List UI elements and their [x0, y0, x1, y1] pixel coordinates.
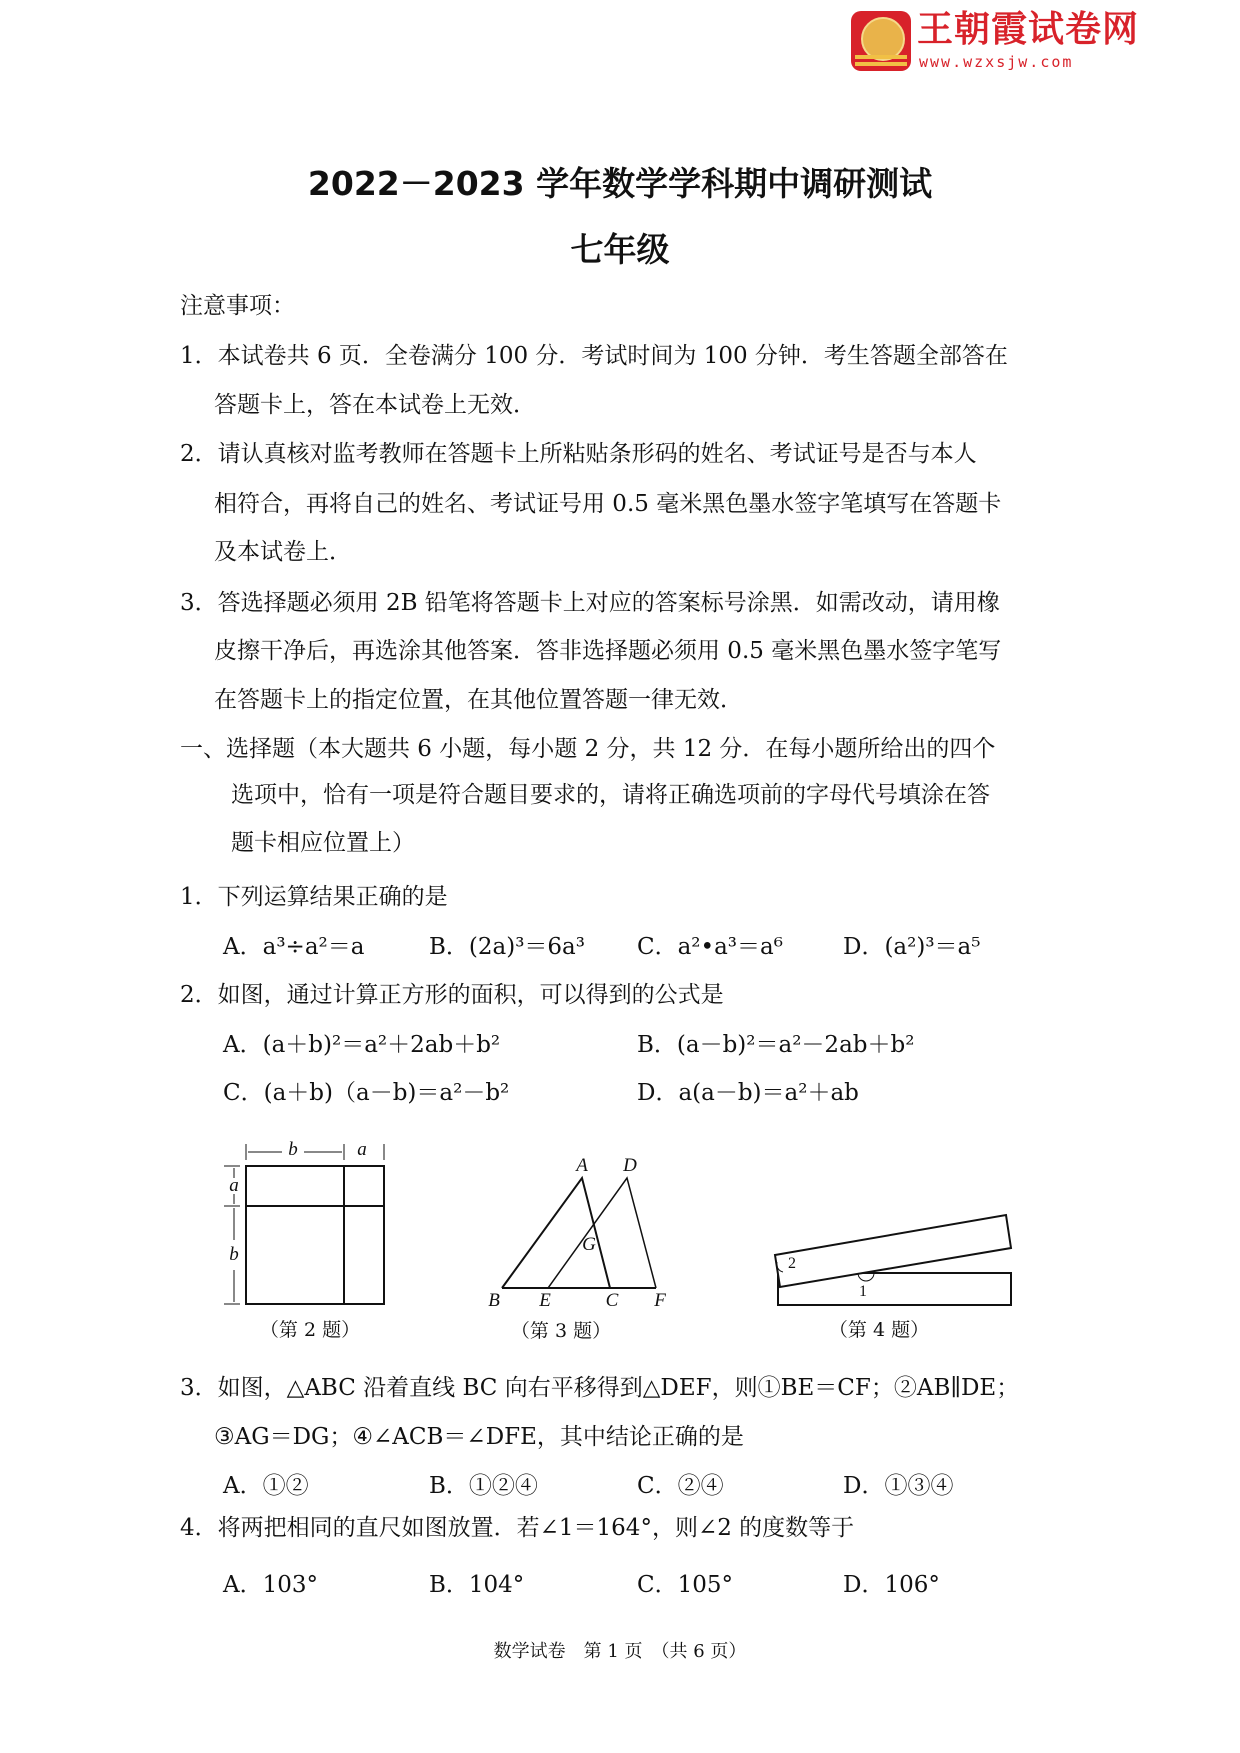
- question-3-option-d: D．①③④: [843, 1473, 954, 1499]
- question-1-option-b: B．(2a)³＝6a³: [429, 934, 585, 960]
- fig3-label: E: [539, 1290, 551, 1311]
- page-footer: 数学试卷 第 1 页 （共 6 页）: [493, 1641, 747, 1662]
- notice-heading: 注意事项：: [180, 293, 295, 319]
- question-2-option-d: D．a(a－b)＝a²＋ab: [637, 1080, 859, 1106]
- figure-3-caption: （第 3 题）: [510, 1320, 612, 1342]
- logo-url: www.wzxsjw.com: [919, 53, 1074, 71]
- exam-title: 2022－2023 学年数学学科期中调研测试: [307, 164, 933, 203]
- figure-2-caption: （第 2 题）: [259, 1319, 361, 1341]
- fig2-label: b: [288, 1139, 298, 1160]
- fig3-label: D: [623, 1155, 637, 1176]
- fig3-label: A: [576, 1155, 588, 1176]
- figure-4-caption: （第 4 题）: [828, 1319, 930, 1341]
- notice-line: 相符合，再将自己的姓名、考试证号用 0.5 毫米黑色墨水签字笔填写在答题卡: [214, 491, 1002, 517]
- grade-title: 七年级: [570, 230, 670, 269]
- section-heading: 一、选择题（本大题共 6 小题，每小题 2 分，共 12 分．在每小题所给出的四个: [180, 736, 996, 762]
- question-4-option-b: B．104°: [429, 1572, 525, 1598]
- section-heading: 选项中，恰有一项是符合题目要求的，请将正确选项前的字母代号填涂在答: [231, 782, 990, 808]
- fig3-label: C: [605, 1290, 619, 1311]
- question-4-option-c: C．105°: [637, 1572, 733, 1598]
- fig2-label: b: [229, 1244, 239, 1265]
- question-2-stem: 2．如图，通过计算正方形的面积，可以得到的公式是: [180, 982, 724, 1008]
- logo-name: 王朝霞试卷网: [917, 9, 1140, 50]
- fig2-label: a: [357, 1139, 367, 1160]
- fig3-label: G: [582, 1234, 596, 1255]
- figure-3-diagram: [502, 1178, 656, 1288]
- notice-line: 1．本试卷共 6 页．全卷满分 100 分．考试时间为 100 分钟．考生答题全部答在: [180, 343, 1008, 369]
- fig3-label: B: [488, 1290, 500, 1311]
- notice-line: 3．答选择题必须用 2B 铅笔将答题卡上对应的答案标号涂黑．如需改动，请用橡: [180, 590, 1000, 616]
- question-1-option-c: C．a²•a³＝a⁶: [637, 934, 783, 960]
- fig3-label: F: [654, 1290, 666, 1311]
- fig4-angle-label: 1: [859, 1283, 867, 1300]
- question-1-option-a: A．a³÷a²＝a: [223, 934, 365, 960]
- question-4-option-a: A．103°: [223, 1572, 319, 1598]
- section-heading: 题卡相应位置上）: [231, 830, 415, 856]
- question-4-stem: 4．将两把相同的直尺如图放置．若∠1＝164°，则∠2 的度数等于: [180, 1515, 855, 1541]
- question-3-option-c: C．②④: [637, 1473, 724, 1499]
- question-2-option-c: C．(a＋b)（a－b)＝a²－b²: [223, 1080, 510, 1106]
- question-1-option-d: D．(a²)³＝a⁵: [843, 934, 981, 960]
- question-3-option-b: B．①②④: [429, 1473, 538, 1499]
- question-4-option-d: D．106°: [843, 1572, 940, 1598]
- notice-line: 皮擦干净后，再选涂其他答案．答非选择题必须用 0.5 毫米黑色墨水签字笔写: [214, 638, 1002, 664]
- figure-4-diagram: [775, 1215, 1011, 1305]
- question-3-option-a: A．①②: [223, 1473, 309, 1499]
- figure-2-diagram: [224, 1144, 384, 1304]
- question-3-stem: ③AG＝DG；④∠ACB＝∠DFE，其中结论正确的是: [214, 1424, 744, 1450]
- notice-line: 在答题卡上的指定位置，在其他位置答题一律无效．: [214, 687, 743, 713]
- fig4-angle-label: 2: [788, 1255, 796, 1272]
- question-2-option-a: A．(a＋b)²＝a²＋2ab＋b²: [223, 1032, 501, 1058]
- notice-line: 答题卡上，答在本试卷上无效．: [214, 392, 536, 418]
- question-2-option-b: B．(a－b)²＝a²－2ab＋b²: [637, 1032, 915, 1058]
- fig2-label: a: [229, 1175, 239, 1196]
- question-3-stem: 3．如图，△ABC 沿着直线 BC 向右平移得到△DEF，则①BE＝CF；②AB∥DE；: [180, 1375, 1020, 1401]
- notice-line: 2．请认真核对监考教师在答题卡上所粘贴条形码的姓名、考试证号是否与本人: [180, 441, 977, 467]
- question-1-stem: 1．下列运算结果正确的是: [180, 884, 448, 910]
- notice-line: 及本试卷上．: [214, 539, 352, 565]
